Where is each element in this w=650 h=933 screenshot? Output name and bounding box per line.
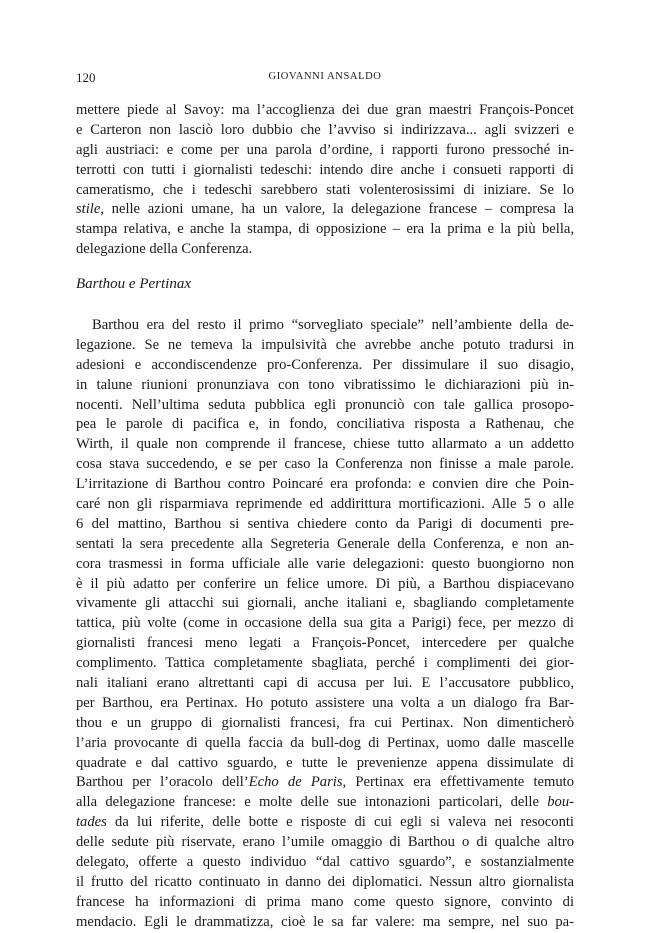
text-run: , Pertinax era effettivamente temuto	[342, 774, 574, 791]
text-line: sentati la sera precedente alla Segreteria Generale della Conferenza, e non an-	[76, 535, 574, 552]
text-line: Barthou era del resto il primo “sorvegliato speciale” nell’ambiente della de-	[92, 317, 574, 333]
text-line: agli austriaci: e come per una parola d’ordine, i rapporti furono pressoché in-	[76, 141, 574, 158]
text-line: Wirth, il quale non comprende il francese, chiese tutto allarmato a un addetto	[76, 436, 574, 453]
text-line: mendacio. Egli le drammatizza, cioè le sa far valere: ma sempre, nel suo pa-	[76, 913, 574, 930]
text-line: complimento. Tattica completamente sbagliata, perché i complimenti dei gior-	[76, 655, 574, 672]
text-line: L’irritazione di Barthou contro Poincaré era profonda: e convien dire che Poin-	[76, 476, 574, 493]
text-line	[76, 793, 574, 813]
paragraph-continuation	[76, 101, 574, 260]
text-line: nocenti. Nell’ultima seduta pubblica egli pronunciò con tale gallica prosopo-	[76, 396, 574, 413]
text-line: caré non gli risparmiava reprimende ed addirittura mortificazioni. Alle 5 o alle	[76, 496, 574, 513]
text-line: stampa relativa, e anche la stampa, di opposizione – era la prima e la più bella,	[76, 221, 574, 238]
text-line: mettere piede al Savoy: ma l’accoglienza dei due gran maestri François-Poncet	[76, 102, 574, 118]
text-line: tattica, più volte (come in occasione della sua gita a Parigi) fece, per mezzo di	[76, 615, 574, 632]
text-line: thou e un gruppo di giornalisti francesi, fra cui Pertinax. Non dimenticherò	[76, 714, 574, 731]
text-line: delegazione della Conferenza.	[76, 241, 253, 258]
italic-run: bou-	[547, 794, 574, 811]
running-head: GIOVANNI ANSALDO	[268, 71, 382, 82]
italic-run: tades	[76, 814, 107, 831]
text-run: alla delegazione francese: e molte delle sue intonazioni particolari, delle	[76, 794, 548, 811]
text-line: terrotti con tutti i giornalisti tedeschi: intendo dire anche i consueti rapporti di	[76, 161, 574, 178]
text-line: cameratismo, che i tedeschi sarebbero stati volenterosissimi di iniziare. Se lo	[76, 181, 574, 198]
text-line: per Barthou, era Pertinax. Ho potuto assistere una volta a un dialogo fra Bar-	[76, 694, 574, 711]
text-run: Barthou per l’oracolo dell’	[76, 774, 249, 791]
section-heading: Barthou e Pertinax	[76, 276, 191, 292]
text-line: in talune riunioni pronunziava con tono vibratissimo le dichiarazioni più in-	[76, 376, 574, 393]
text-line: francese ha informazioni di prima mano come questo signore, convinto di	[76, 893, 574, 910]
text-line	[76, 200, 574, 220]
text-line: delegato, offerte a questo individuo “dal cattivo sguardo”, e sostanzialmente	[76, 854, 574, 871]
italic-run: stile	[76, 201, 101, 218]
text-line: è il più adatto per conferire un felice umore. Di più, a Barthou dispiacevano	[76, 575, 574, 592]
text-line: il frutto del ricatto continuato in danno dei diplomatici. Nessun altro giornalista	[76, 873, 574, 890]
text-line: quadrate e dal cattivo sguardo, e tutte le prevenienze appena dissimulate di	[76, 754, 574, 771]
text-line: l’aria provocante di quella faccia da bull-dog di Pertinax, uomo dalle mascelle	[76, 734, 574, 751]
text-line: cosa stava succedendo, e se per caso la Conferenza non finisse a male parole.	[76, 456, 574, 473]
italic-run: Echo de Paris	[248, 774, 343, 791]
text-run: da lui riferite, delle botte e risposte di cui egli si valeva nei resoconti	[106, 814, 574, 831]
text-line: nali italiani erano altrettanti capi di accusa per lui. E l’accusatore pubblico,	[76, 675, 574, 692]
text-line: delle sedute più riservate, erano l’umile omaggio di Barthou o di qualche altro	[76, 834, 574, 851]
text-line: e Carteron non lasciò loro dubbio che l’avviso si indirizzava... agli svizzeri e	[76, 121, 574, 138]
text-line: cora trasmessi in forma ufficiale alle varie delegazioni: questo buongiorno non	[76, 555, 574, 572]
text-line: legazione. Se ne temeva la impulsività che avrebbe anche potuto tradursi in	[76, 336, 574, 353]
paragraph-body	[76, 316, 574, 933]
text-run: , nelle azioni umane, ha un valore, la delegazione francese – compresa la	[100, 201, 574, 218]
text-line: pea le parole di pacifica e, in fondo, conciliativa risposta a Rathenau, che	[76, 416, 574, 433]
page-number: 120	[76, 70, 96, 85]
text-line: vivamente gli attacchi sui giornali, anche italiani e, sbagliando completamente	[76, 595, 574, 612]
text-line: 6 del mattino, Barthou si sentiva chiedere conto da Parigi di documenti pre-	[76, 515, 574, 532]
text-line: adesioni e accondiscendenze pro-Conferenza. Per dissimulare il suo disagio,	[76, 356, 574, 373]
text-line	[76, 773, 574, 793]
text-line: giornalisti francesi meno legati a François-Poncet, intercedere per qualche	[76, 635, 574, 652]
text-line	[76, 813, 574, 833]
